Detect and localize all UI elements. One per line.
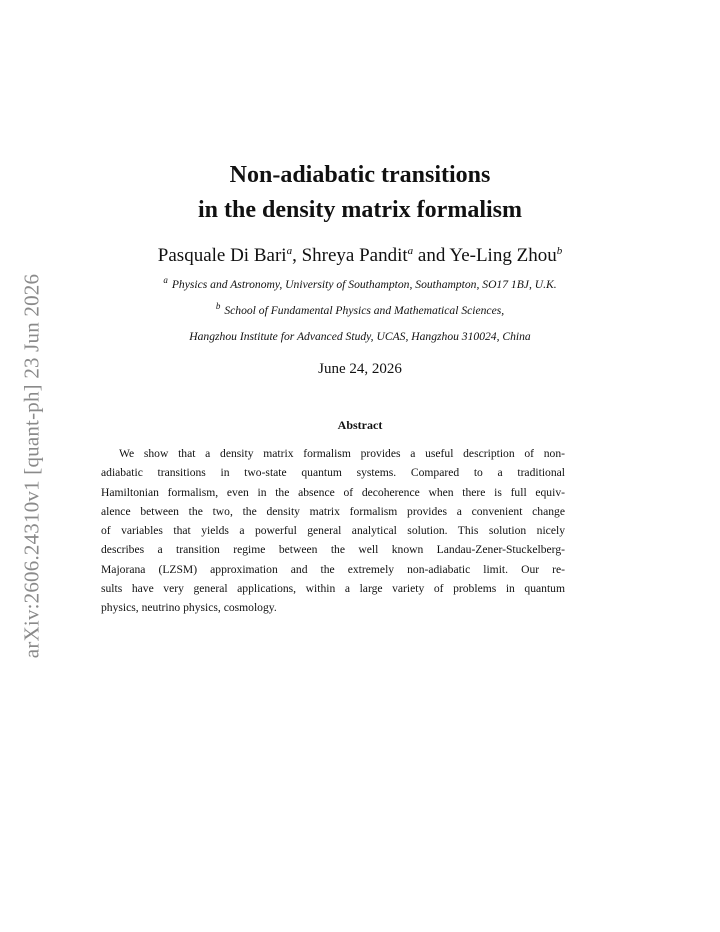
abstract-line: of variables that yields a powerful general analytical solution. This solution nicely bbox=[101, 524, 565, 538]
affiliation-marker: a bbox=[163, 275, 168, 285]
paper-title-line-1: Non-adiabatic transitions bbox=[229, 162, 491, 188]
affiliation-a bbox=[0, 275, 720, 291]
abstract-line: adiabatic transitions in two-state quantum systems. Compared to a traditional bbox=[101, 466, 565, 480]
author-name: Ye-Ling Zhou bbox=[449, 245, 557, 266]
affiliation-marker: b bbox=[215, 301, 221, 311]
affiliation-b-continued: Hangzhou Institute for Advanced Study, UCAS, Hangzhou 310024, China bbox=[189, 330, 531, 343]
author-affiliation-marker: b bbox=[556, 245, 563, 257]
abstract-line: Majorana (LZSM) approximation and the extremely non-adiabatic limit. Our re- bbox=[101, 562, 565, 576]
arxiv-identifier-stamp: arXiv:2606.24310v1 [quant-ph] 23 Jun 2026 bbox=[19, 273, 44, 659]
abstract-heading: Abstract bbox=[337, 418, 383, 432]
affiliation-text: Physics and Astronomy, University of Southampton, Southampton, SO17 1BJ, U.K. bbox=[171, 278, 557, 291]
publication-date: June 24, 2026 bbox=[318, 361, 402, 377]
abstract-line: We show that a density matrix formalism provides a useful description of non- bbox=[119, 447, 565, 460]
abstract-line: Hamiltonian formalism, even in the absence of decoherence when there is full equiv- bbox=[101, 485, 565, 499]
author-affiliation-marker: a bbox=[407, 245, 414, 257]
abstract-line: physics, neutrino physics, cosmology. bbox=[101, 601, 277, 615]
abstract-body bbox=[101, 444, 565, 618]
author-affiliation-marker: a bbox=[286, 245, 293, 257]
abstract-line: describes a transition regime between the well known Landau-Zener-Stuckelberg- bbox=[101, 543, 565, 557]
affiliation-text: School of Fundamental Physics and Mathematical Sciences, bbox=[224, 304, 505, 317]
author-list bbox=[0, 245, 720, 267]
paper-title bbox=[0, 158, 720, 228]
affiliation-b bbox=[0, 301, 720, 317]
author-name: Shreya Pandit bbox=[301, 245, 408, 266]
abstract-line: alence between the two, the density matrix formalism provides a convenient change bbox=[101, 504, 565, 518]
author-name: Pasquale Di Bari bbox=[157, 245, 287, 266]
author-separator: and bbox=[413, 245, 450, 266]
abstract-line: sults have very general applications, within a large variety of problems in quantum bbox=[101, 582, 565, 596]
paper-title-line-2: in the density matrix formalism bbox=[198, 197, 522, 223]
author-separator: , bbox=[292, 245, 302, 266]
